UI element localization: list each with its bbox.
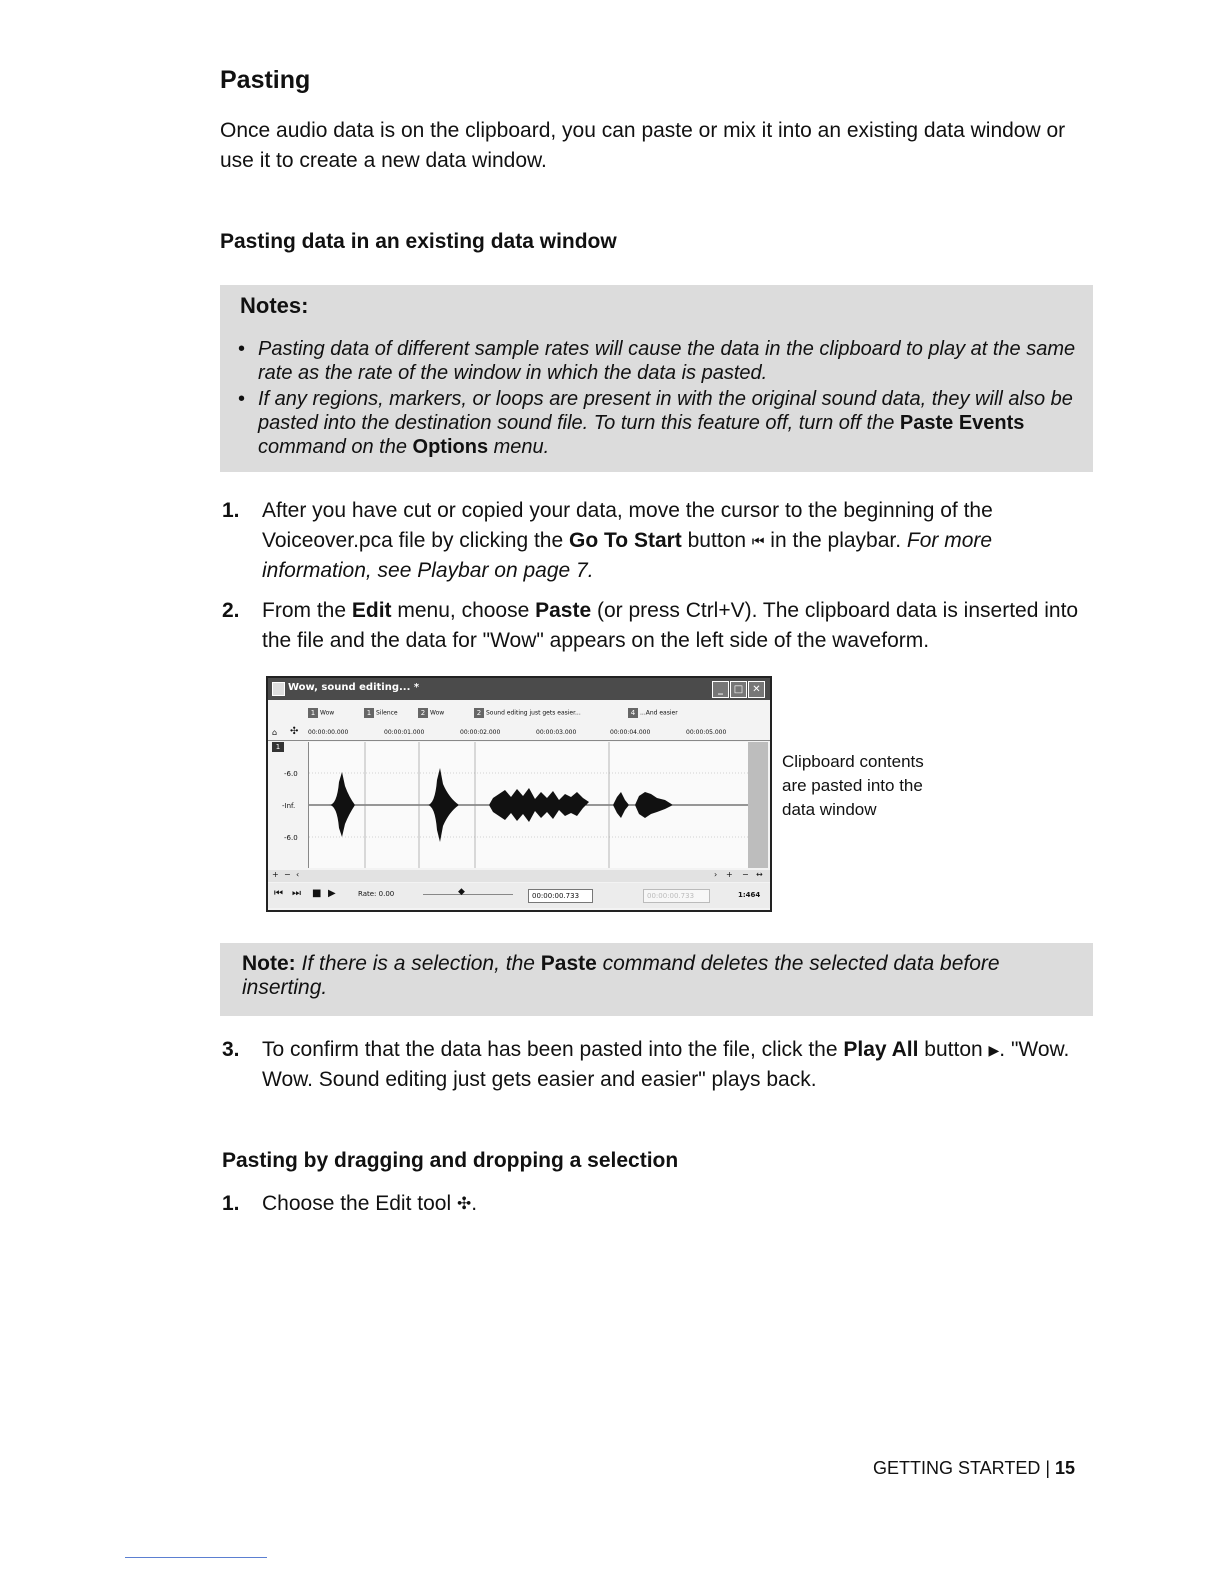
notes-list — [238, 337, 1084, 459]
section-title: Pasting — [220, 66, 311, 94]
maximize-icon[interactable]: □ — [730, 681, 747, 698]
time-display: 00:00:00.733 — [528, 889, 593, 903]
ruler-tick: 00:00:02.000 — [460, 729, 501, 736]
lock-icon: ⌂ — [272, 728, 278, 737]
note-text — [242, 952, 1062, 1000]
marker-number: 1 — [308, 708, 318, 718]
step-text-part: (or press Ctrl+V). The clipboard data is inserted into the file and the data for "Wow" appears on the left side of the waveform. — [262, 599, 1079, 652]
step-3 — [222, 1035, 1082, 1097]
time-display-dim: 00:00:00.733 — [643, 889, 710, 903]
marker-label: Sound editing just gets easier... — [486, 709, 581, 717]
window-titlebar — [268, 678, 770, 700]
scroll-right-icon[interactable]: › — [714, 870, 718, 879]
note-text: menu. — [488, 436, 550, 458]
document-icon — [272, 682, 285, 696]
step-text-part: in the playbar. — [764, 529, 907, 552]
data-window-screenshot — [266, 676, 772, 912]
zoom-out-icon[interactable]: − — [284, 870, 291, 879]
step-text — [262, 596, 1080, 656]
go-to-start-icon: ⏮ — [751, 533, 765, 549]
ruler-tick: 00:00:04.000 — [610, 729, 651, 736]
step-number: 3. — [222, 1038, 240, 1061]
ruler-tick: 00:00:00.000 — [308, 729, 349, 736]
minimize-icon[interactable]: _ — [712, 681, 729, 698]
zoom-out-icon[interactable]: − — [742, 870, 749, 879]
step-text-part: Choose the Edit tool — [262, 1192, 457, 1215]
step-text-part: button — [681, 529, 752, 552]
step-number: 2. — [222, 599, 240, 622]
close-icon[interactable]: ✕ — [748, 681, 765, 698]
step-text — [262, 1035, 1080, 1095]
scale-label: -Inf. — [282, 802, 296, 810]
rate-label: Rate: 0.00 — [358, 890, 395, 898]
marker-label: ...And easier — [640, 709, 678, 717]
step-text-part: To confirm that the data has been pasted into the file, click the — [262, 1038, 844, 1061]
ruler-tick: 00:00:01.000 — [384, 729, 425, 736]
step-text-part: button — [918, 1038, 989, 1061]
rate-slider[interactable] — [423, 894, 513, 895]
marker-label: Wow — [320, 709, 335, 717]
note-text: Pasting data of different sample rates will cause the data in the clipboard to play at the same rate as the rate of the window in which the data is pasted. — [258, 338, 1076, 384]
marker[interactable] — [418, 708, 444, 719]
zoom-in-icon[interactable]: + — [272, 870, 279, 879]
marker-number: 2 — [418, 708, 428, 718]
vertical-scrollbar[interactable] — [748, 742, 768, 868]
time-ruler — [268, 726, 770, 741]
step-text — [262, 496, 1080, 586]
step-text-part: . "Wow. Wow. Sound editing just gets easier and easier" plays back. — [262, 1038, 1070, 1091]
marker-label: Silence — [376, 709, 398, 717]
go-to-start-button[interactable]: ⏮ — [274, 888, 283, 899]
step-b1 — [222, 1189, 1082, 1221]
marker-number: 2 — [474, 708, 484, 718]
scale-label: -6.0 — [284, 770, 298, 778]
step-text-part: From the — [262, 599, 352, 622]
bottom-rule — [125, 1557, 267, 1558]
step-text-part: menu, choose — [391, 599, 536, 622]
marker-bar — [268, 704, 770, 724]
step-number: 1. — [222, 499, 240, 522]
notes-box — [220, 285, 1093, 472]
marker[interactable] — [364, 708, 398, 719]
step-2 — [222, 596, 1082, 658]
waveform-area[interactable] — [308, 742, 749, 868]
marker-number: 1 — [364, 708, 374, 718]
marker[interactable] — [474, 708, 581, 719]
playbar — [268, 883, 770, 908]
paste-command-label: Paste — [535, 599, 592, 622]
horizontal-scrollbar[interactable] — [268, 870, 770, 882]
subsection-title-drag-drop: Pasting by dragging and dropping a selection — [222, 1149, 679, 1172]
edit-tool-icon[interactable]: ✣ — [290, 726, 299, 737]
step-reference: For more information, see Playbar on page 7. — [262, 529, 993, 582]
zoom-full-icon[interactable]: ↔ — [756, 870, 763, 879]
play-all-icon: ▶ — [988, 1042, 1000, 1058]
paste-command-label: Paste — [540, 952, 597, 975]
edit-tool-icon: ✣ — [456, 1194, 472, 1213]
marker-label: Wow — [430, 709, 445, 717]
note-text-part: command deletes the selected data before inserting. — [242, 952, 1000, 999]
note-text: If any regions, markers, or loops are present in with the original sound data, they will also be pasted into the destination sound file. To turn this feature off, turn off the — [258, 388, 1073, 434]
note-text: command on the — [258, 436, 413, 458]
zoom-in-icon[interactable]: + — [726, 870, 733, 879]
zoom-ratio: 1:464 — [738, 891, 761, 899]
step-1 — [222, 496, 1082, 586]
waveform-graphic — [309, 742, 749, 868]
step-text-part: . — [471, 1192, 478, 1215]
step-text — [262, 1189, 1080, 1219]
marker[interactable] — [308, 708, 334, 719]
bullet: • — [238, 388, 246, 410]
marker-number: 4 — [628, 708, 638, 718]
play-all-label: Play All — [843, 1038, 919, 1061]
notes-title: Notes: — [240, 293, 309, 318]
go-to-end-button[interactable]: ⏭ — [292, 888, 301, 899]
subsection-title-existing-window: Pasting data in an existing data window — [220, 230, 617, 253]
note-bold-options: Options — [412, 436, 489, 458]
figure-caption: Clipboard contents are pasted into the data window — [782, 752, 924, 819]
note-text-part: If there is a selection, the — [301, 952, 541, 975]
play-button[interactable]: ▶ — [328, 888, 336, 899]
scale-label: -6.0 — [284, 834, 298, 842]
go-to-start-label: Go To Start — [569, 529, 682, 552]
channel-badge: 1 — [272, 742, 284, 752]
step-text-part: After you have cut or copied your data, move the cursor to the beginning of the Voiceover.pca file by clicking the — [262, 499, 993, 552]
stop-button[interactable]: ■ — [312, 888, 322, 899]
edit-menu-label: Edit — [351, 599, 392, 622]
window-title: Wow, sound editing... * — [288, 682, 420, 693]
note-box-selection — [220, 943, 1093, 1016]
ruler-tick: 00:00:05.000 — [686, 729, 727, 736]
page-footer — [873, 1458, 1075, 1479]
note-item — [238, 387, 1084, 459]
note-bold-paste-events: Paste Events — [899, 412, 1025, 434]
marker[interactable] — [628, 708, 678, 719]
scroll-left-icon[interactable]: ‹ — [296, 870, 300, 879]
intro-paragraph: Once audio data is on the clipboard, you can paste or mix it into an existing data window or use it to create a new data window. — [220, 119, 1066, 172]
ruler-tick: 00:00:03.000 — [536, 729, 577, 736]
bullet: • — [238, 338, 246, 360]
step-number: 1. — [222, 1192, 240, 1215]
slider-thumb-icon[interactable]: ◆ — [458, 887, 465, 897]
note-lead: Note: — [242, 952, 302, 975]
footer-section: GETTING STARTED | — [873, 1458, 1056, 1478]
note-item — [238, 337, 1084, 385]
page-number: 15 — [1055, 1458, 1076, 1478]
